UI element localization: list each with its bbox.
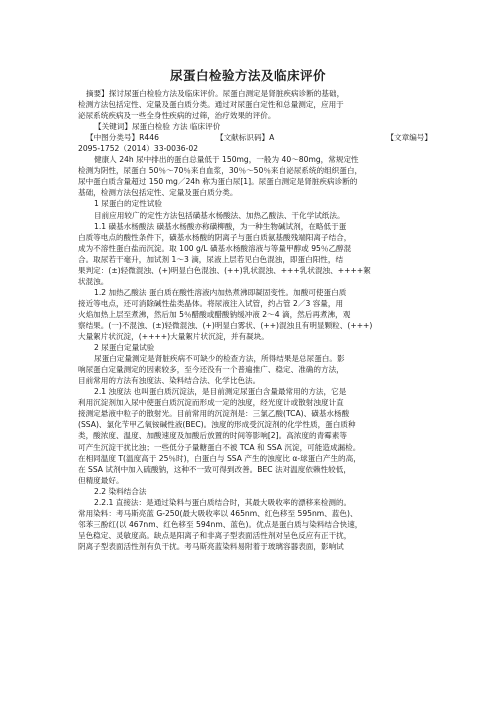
- body-line: 呈色稳定、灵敏度高。缺点是阳离子和非离子型表面活性剂对呈色反应有正干扰，: [78, 530, 352, 540]
- body-line: 健康人 24h 尿中排出的蛋白总量低于 150mg，一般为 40～80mg，常规定性: [94, 155, 359, 165]
- body-line: 接测定悬液中粒子的散射光。目前常用的沉淀剂是：三氯乙酸(TCA)、磺基水杨酸: [78, 409, 350, 419]
- body-line: 阴离子型表面活性剂有负干扰。考马斯亮蓝染料易附着于玻璃容器表面，影响试: [78, 541, 344, 551]
- abstract-line: 检测方法包括定性、定量及蛋白质分类。通过对尿蛋白定性和总量测定，应用于: [78, 100, 344, 110]
- body-line: 邻苯三酚红(以 467nm、红色移至 594nm、蓝色)。优点是蛋白质与染料结合快速，: [78, 519, 363, 529]
- body-line: 2.1 浊度法 也叫蛋白质沉淀法，是目前测定尿蛋白含量最常用的方法，它是: [94, 387, 347, 397]
- body-line: 火焰加热上层至煮沸，然后加 5％醋酸或醋酸钠缓冲液 2～4 滴，然后再煮沸，观: [78, 309, 351, 319]
- body-line: 但精度最好。: [78, 475, 124, 485]
- body-line: 1.2 加热乙酸法 蛋白质在酸性溶液内加热煮沸即凝固变性。加酸可使蛋白质: [94, 287, 347, 297]
- body-line: 基础，检测方法包括定性、定量及蛋白质分类。: [78, 188, 238, 198]
- body-line: 响尿蛋白定量测定的因素较多，至今还没有一个普遍推广、稳定、准确的方法，: [78, 365, 344, 375]
- body-line: 1 尿蛋白的定性试验: [94, 199, 162, 209]
- body-line: 白质等电点的酸性条件下，磺基水杨酸的阴离子与蛋白质氨基酸残端阳离子结合，: [78, 232, 352, 242]
- abstract-line: 摘要】探讨尿蛋白检验方法及临床评价。尿蛋白测定是肾脏疾病诊断的基础，: [86, 89, 345, 98]
- body-line: 可产生沉淀干扰比浊；一些低分子量糖蛋白不被 TCA 和 SSA 沉淀，可能造成漏检。: [78, 442, 361, 452]
- body-line: 成为不溶性蛋白盐而沉淀。取 100 g/L 磺基水杨酸溶液与等量甲醇或 95％乙醇混: [78, 243, 352, 253]
- body-line: 果判定：(±)轻微混浊、(+)明显白色混浊、(++)乳状混浊、+++乳状混浊、++++絮: [78, 265, 371, 275]
- body-line: 1.1 磺基水杨酸法 磺基水杨酸亦称磺柳酸，为一种生物碱试剂，在略低于蛋: [94, 221, 347, 231]
- body-line: 尿中蛋白质含量超过 150 mg／24h 称为蛋白尿[1]。尿蛋白测定是肾脏疾病诊断的: [78, 177, 358, 187]
- clc-number: 【中图分类号】R446: [86, 133, 159, 143]
- body-line: 2.2 染料结合法: [94, 486, 147, 496]
- body-line: 在 SSA 试剂中加入硫酸钠，这种不一致可得到改善。BEC 法对温度依赖性较低，: [78, 464, 351, 474]
- body-line: 大量絮片状沉淀，(++++)大量絮片状沉淀，并有凝块。: [78, 332, 269, 342]
- body-line: 2.2.1 直接法：是通过染料与蛋白质结合时，其最大吸收率的漂移来检测的。: [94, 497, 352, 507]
- body-text: [78, 154, 432, 552]
- keywords: 【关键词】尿蛋白检验 方法 临床评价: [94, 122, 221, 132]
- document-code: 【文献标识码】A: [216, 133, 275, 143]
- body-line: 状混浊。: [78, 276, 109, 286]
- body-line: 尿蛋白定量测定是肾脏疾病不可缺少的检查方法，所得结果是总尿蛋白。影: [94, 354, 345, 364]
- body-line: 合。取尿若干毫升，加试剂 1～3 滴，尿液上层若见白色混浊，即蛋白阳性，结: [78, 254, 344, 264]
- body-line: 2 尿蛋白定量试验: [94, 343, 155, 353]
- abstract-line: 泌尿系统疾病及一些全身性疾病的过筛，治疗效果的评价。: [78, 111, 276, 121]
- body-line: (SSA)、氯化苄甲乙氧铵碱性液(BEC)。浊度的形成受沉淀剂的化学性质，蛋白质种: [78, 420, 356, 430]
- body-line: 类，酸浓度、温度、加酸速度及加酸后放置的时间等影响[2]。高浓度的青霉素等: [78, 431, 347, 441]
- body-line: 目前常用的方法有浊度法、染料结合法、化学比色法。: [78, 376, 261, 386]
- body-line: 在相同温度 T(温度高于 25％时)，白蛋白与 SSA 产生的浊度比 α-球蛋白产生的高，: [78, 453, 361, 463]
- body-line: 常用染料：考马斯亮蓝 G-250(最大吸收率以 465nm、红色移至 595nm、蓝色)、: [78, 508, 358, 518]
- body-line: 察结果。(一)不混浊、(±)轻微混浊、(+)明显白雾状、(++)混浊且有明显颗粒、(+++): [78, 320, 373, 330]
- page-title: 尿蛋白检验方法及临床评价: [169, 68, 326, 83]
- issn-line: 2095-1752（2014）33-0036-02: [78, 144, 199, 154]
- body-line: 检测为阴性，尿蛋白 50％～70％来自血浆，30％～50％来自泌尿系统的组织蛋白，: [78, 166, 363, 176]
- article-number-label: 【文章编号】: [386, 133, 432, 143]
- body-line: 利用沉淀剂加入尿中使蛋白质沉淀而形成一定的浊度，经光度计或散射浊度计直: [78, 398, 344, 408]
- body-line: 目前应用较广的定性方法包括磺基水杨酸法、加热乙酸法、干化学试纸法。: [94, 210, 345, 220]
- document-body: [78, 88, 432, 552]
- body-line: 接近等电点，还可消除碱性盐类晶体。将尿液注入试管，约占管 2／3 容量，用: [78, 298, 344, 308]
- classification-meta: [78, 132, 432, 143]
